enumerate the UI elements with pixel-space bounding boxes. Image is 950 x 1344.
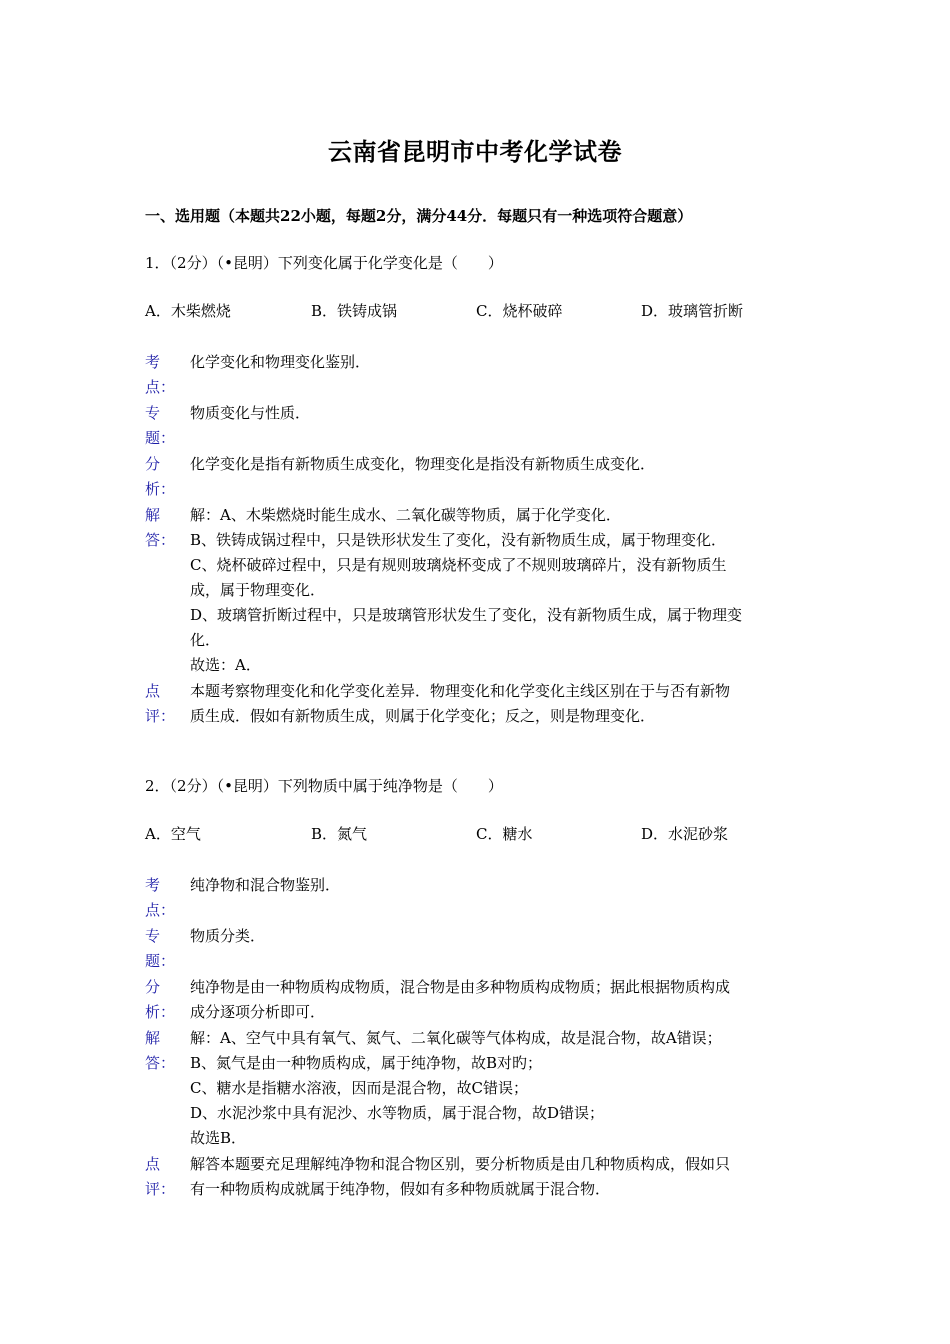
question-stem: 2．（2分）（•昆明）下列物质中属于纯净物是（ ）	[145, 777, 503, 795]
option-d: D．玻璃管折断	[641, 302, 744, 320]
label-fenxi: 分 析：	[145, 455, 176, 498]
label-jieda: 解 答：	[145, 506, 176, 549]
option-c: C．糖水	[476, 825, 533, 843]
jieda-line: C、糖水是指糖水溶液，因而是混合物，故C错误；	[190, 1079, 528, 1097]
dianping-line: 有一种物质构成就属于纯净物，假如有多种物质就属于混合物．	[190, 1180, 611, 1198]
jieda-line: C、烧杯破碎过程中，只是有规则玻璃烧杯变成了不规则玻璃碎片，没有新物质生	[190, 556, 727, 574]
jieda-line: 化．	[190, 631, 221, 649]
option-b: B．氮气	[311, 825, 368, 843]
jieda-line: B、氮气是由一种物质构成，属于纯净物，故B对旳；	[190, 1054, 543, 1072]
label-jieda: 解 答：	[145, 1029, 176, 1072]
jieda-line: B、铁铸成锅过程中，只是铁形状发生了变化，没有新物质生成，属于物理变化．	[190, 531, 727, 549]
label-zhuanti: 专 题：	[145, 404, 176, 447]
label-kaodian: 考 点：	[145, 876, 176, 919]
option-c: C．烧杯破碎	[476, 302, 563, 320]
label-fenxi: 分 析：	[145, 978, 176, 1021]
page-title: 云南省昆明市中考化学试卷	[328, 137, 622, 166]
option-d: D．水泥砂浆	[641, 825, 729, 843]
fenxi-line: 化学变化是指有新物质生成变化，物理变化是指没有新物质生成变化．	[190, 455, 656, 473]
label-zhuanti: 专 题：	[145, 927, 176, 970]
zhuanti-text: 物质变化与性质．	[190, 404, 311, 422]
jieda-line: D、玻璃管折断过程中，只是玻璃管形状发生了变化，没有新物质生成，属于物理变	[190, 606, 743, 624]
dianping-line: 本题考察物理变化和化学变化差异．物理变化和化学变化主线区别在于与否有新物	[190, 682, 731, 700]
jieda-line: 故选：A．	[190, 656, 261, 674]
jieda-line: 成，属于物理变化．	[190, 581, 326, 599]
option-a: A．空气	[145, 825, 201, 843]
option-a: A．木柴燃烧	[145, 302, 231, 320]
option-b: B．铁铸成锅	[311, 302, 398, 320]
question-stem: 1．（2分）（•昆明）下列变化属于化学变化是（ ）	[145, 254, 503, 272]
label-dianping: 点 评：	[145, 682, 176, 725]
section-heading: 一、选用题（本题共22小题，每题2分，满分44分．每题只有一种选项符合题意）	[145, 207, 693, 225]
jieda-line: 解：A、木柴燃烧时能生成水、二氧化碳等物质，属于化学变化．	[190, 506, 621, 524]
kaodian-text: 化学变化和物理变化鉴别．	[190, 353, 371, 371]
fenxi-line: 纯净物是由一种物质构成物质，混合物是由多种物质构成物质；据此根据物质构成	[190, 978, 731, 996]
jieda-line: 解：A、空气中具有氧气、氮气、二氧化碳等气体构成，故是混合物，故A错误；	[190, 1029, 722, 1047]
zhuanti-text: 物质分类．	[190, 927, 266, 945]
jieda-line: 故选B．	[190, 1129, 247, 1147]
label-dianping: 点 评：	[145, 1155, 176, 1198]
jieda-line: D、水泥沙浆中具有泥沙、水等物质，属于混合物，故D错误；	[190, 1104, 605, 1122]
label-kaodian: 考 点：	[145, 353, 176, 396]
kaodian-text: 纯净物和混合物鉴别．	[190, 876, 341, 894]
dianping-line: 质生成．假如有新物质生成，则属于化学变化；反之，则是物理变化．	[190, 707, 656, 725]
fenxi-line: 成分逐项分析即可．	[190, 1003, 326, 1021]
dianping-line: 解答本题要充足理解纯净物和混合物区别，要分析物质是由几种物质构成，假如只	[190, 1155, 731, 1173]
